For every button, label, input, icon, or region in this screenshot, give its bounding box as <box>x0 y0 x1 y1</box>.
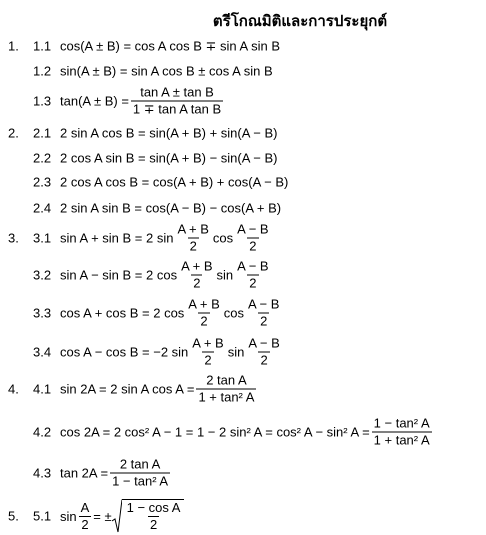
fraction-numerator: 1 − cos A <box>126 500 181 515</box>
fraction <box>196 374 256 405</box>
sub-number: 3.1 <box>33 230 52 246</box>
sub-number: 1.1 <box>33 38 52 54</box>
sub-number: 1.2 <box>33 63 52 79</box>
fraction <box>235 223 270 254</box>
fraction <box>175 223 210 254</box>
fraction-denominator: 2 <box>81 516 89 532</box>
fraction <box>235 260 270 291</box>
fraction-numerator: A − B <box>237 258 269 274</box>
formula-text: sin <box>60 508 77 524</box>
fraction-numerator: A + B <box>181 258 213 274</box>
fraction-numerator: A − B <box>248 335 280 351</box>
sub-number: 2.3 <box>33 174 52 190</box>
formula-text: cos <box>212 230 234 246</box>
formula-text: sin A − sin B = 2 cos <box>60 267 178 283</box>
fraction <box>190 337 225 368</box>
formula-text: sin <box>227 344 245 360</box>
fraction-denominator: 2 <box>260 313 268 329</box>
section-number-5: 5. <box>8 508 19 524</box>
fraction-denominator: 1 + tan² A <box>198 389 255 405</box>
fraction-denominator: 2 <box>189 238 197 254</box>
sub-number: 4.3 <box>33 465 52 481</box>
formula-text: cos <box>223 305 244 321</box>
sub-number: 3.2 <box>33 267 52 283</box>
sub-number: 4.2 <box>33 424 52 440</box>
fraction-numerator: A + B <box>192 335 224 351</box>
fraction <box>246 337 281 368</box>
formula-text: tan 2A = <box>60 465 109 481</box>
formula-text: cos A − cos B = −2 sin <box>60 344 189 360</box>
fraction-denominator: 1 ∓ tan A tan B <box>132 101 222 117</box>
sub-number: 5.1 <box>33 508 52 524</box>
fraction-denominator: 2 <box>204 352 212 368</box>
fraction-numerator: A + B <box>177 221 209 237</box>
formula-text: tan(A ± B) = <box>60 93 129 109</box>
section-number-3: 3. <box>8 230 19 246</box>
formula-text: sin 2A = 2 sin A cos A = <box>60 381 195 397</box>
fraction <box>186 298 221 329</box>
sub-number: 1.3 <box>33 93 52 109</box>
formula-text: cos 2A = 2 cos² A − 1 = 1 − 2 sin² A = cos² A − sin² A = <box>60 424 370 440</box>
fraction-numerator: 2 tan A <box>206 372 247 388</box>
fraction <box>372 417 432 448</box>
formula-text: 2 sin A sin B = cos(A − B) − cos(A + B) <box>60 200 282 216</box>
section-number-4: 4. <box>8 381 19 397</box>
sub-number: 2.1 <box>33 125 52 141</box>
sub-number: 3.3 <box>33 305 52 321</box>
fraction <box>131 86 223 117</box>
fraction-denominator: 1 − tan² A <box>112 473 169 489</box>
formula-text: 2 cos A cos B = cos(A + B) + cos(A − B) <box>60 174 289 190</box>
square-root <box>112 499 185 533</box>
page-title: ตรีโกณมิติและการประยุกต์ <box>212 12 388 30</box>
formula-text: 2 cos A sin B = sin(A + B) − sin(A − B) <box>60 150 278 166</box>
radical-sign-icon <box>112 499 122 533</box>
section-number-1: 1. <box>8 38 19 54</box>
fraction-denominator: 2 <box>193 275 201 291</box>
fraction-numerator: A − B <box>247 296 280 312</box>
fraction-denominator: 2 <box>200 313 208 329</box>
formula-text: sin <box>216 267 234 283</box>
formula-text: = ± <box>93 508 112 524</box>
fraction <box>79 501 92 532</box>
sub-number: 2.2 <box>33 150 52 166</box>
formula-text: cos(A ± B) = cos A cos B ∓ sin A sin B <box>60 38 280 54</box>
fraction-denominator: 1 + tan² A <box>373 432 430 448</box>
sub-number: 4.1 <box>33 381 52 397</box>
fraction-denominator: 2 <box>260 352 268 368</box>
sub-number: 2.4 <box>33 200 52 216</box>
fraction-numerator: A <box>80 499 90 515</box>
fraction-denominator: 2 <box>249 275 257 291</box>
fraction-numerator: 1 − tan² A <box>373 415 430 431</box>
fraction <box>110 458 170 489</box>
sub-number: 3.4 <box>33 344 52 360</box>
formula-text: sin(A ± B) = sin A cos B ± cos A sin B <box>60 63 273 79</box>
formula-text: sin A + sin B = 2 sin <box>60 230 174 246</box>
fraction-denominator: 2 <box>249 238 257 254</box>
fraction-numerator: A − B <box>237 221 269 237</box>
fraction-denominator: 2 <box>149 517 158 532</box>
fraction-numerator: A + B <box>188 296 220 312</box>
formula-text: 2 sin A cos B = sin(A + B) + sin(A − B) <box>60 125 278 141</box>
formula-text: cos A + cos B = 2 cos <box>60 305 185 321</box>
fraction <box>179 260 214 291</box>
section-number-2: 2. <box>8 125 19 141</box>
fraction-numerator: tan A ± tan B <box>140 84 214 100</box>
fraction-numerator: 2 tan A <box>119 456 161 472</box>
fraction <box>125 501 183 532</box>
fraction <box>246 298 281 329</box>
